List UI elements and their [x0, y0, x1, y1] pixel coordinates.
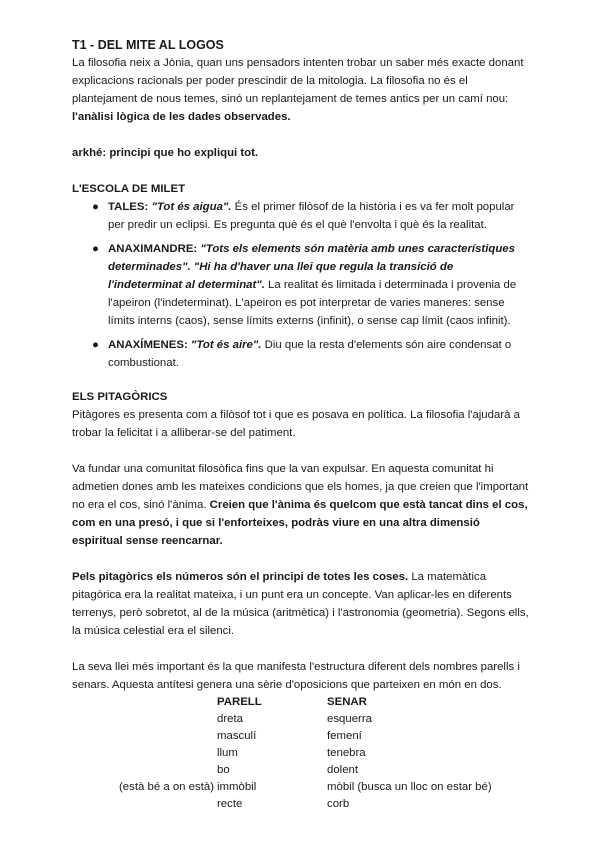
table-cell: femení — [327, 730, 362, 742]
philosopher-quote: "Tots els elements són matèria amb unes característiques determinades". "Hi ha d'haver una llei que regula la transició de l'indeterminat al determinat". — [108, 243, 515, 291]
philosopher-name: ANAXÍMENES: — [108, 339, 188, 351]
pitagorics-heading: ELS PITAGÒRICS — [72, 391, 168, 403]
pitagorics-paragraph-3: Pels pitagòrics els números són el principi de totes les coses. La matemàtica pitagòrica era la realitat mateixa, i un punt era un concepte. Van aplicar-les en diferents terrenys, però sobretot, al de la música (aritmètica) i l'astronomia (geometria). Segons ells, la música celestial era el silenci. — [72, 571, 529, 637]
table-cell: recte — [217, 798, 243, 810]
philosopher-name: TALES: — [108, 201, 149, 213]
table-row — [72, 762, 530, 779]
table-cell: tenebra — [327, 747, 366, 759]
philosopher-description: És el primer filòsof de la història i es va fer molt popular per predir un eclipsi. Es pregunta què és el què l'envolta i què és la realitat. — [108, 201, 515, 231]
milet-heading: L'ESCOLA DE MILET — [72, 183, 186, 195]
philosopher-name: ANAXIMANDRE: — [108, 243, 198, 255]
table-row — [72, 745, 530, 762]
intro-paragraph: La filosofia neix a Jònia, quan uns pensadors intenten trobar un saber més exacte donant explicacions racionals per poder prescindir de la mitologia. La filosofia no és el plantejament de nous temes, sinó un replantejament de temes antics per un camí nou: l'anàlisi lògica de les dades observades. — [72, 57, 524, 123]
milet-list-item — [92, 240, 530, 330]
philosopher-quote: "Tot és aigua". — [151, 201, 232, 213]
table-cell: dolent — [327, 764, 359, 776]
table-cell: masculí — [217, 730, 257, 742]
pitagorics-paragraph-2: Va fundar una comunitat filosòfica fins que la van expulsar. En aquesta comunitat hi admetien dones amb les mateixes condicions que els homes, ja que creien que l'important no era el cos, sinó l'ànima. Creien que l'ànima és quelcom que està tancat dins el cos, com en una presó, i que si l'enforteixes, podràs viure en una altra dimensió espiritual sense reencarnar. — [72, 463, 529, 547]
bullet-icon: ● — [92, 339, 99, 351]
bullet-icon: ● — [92, 201, 99, 213]
table-row — [72, 711, 530, 728]
header-parell: PARELL — [217, 696, 262, 708]
pitagorics-paragraph-4: La seva llei més important és la que manifesta l'estructura diferent dels nombres parells i senars. Aquesta antítesi genera una sèrie d'oposicions que parteixen en món en dos. — [72, 661, 520, 691]
table-cell: bo — [217, 764, 230, 776]
page-title: T1 - DEL MITE AL LOGOS — [72, 38, 224, 52]
table-row — [72, 796, 530, 813]
philosopher-description: La realitat és limitada i determinada i provenia de l'apeiron (l'indeterminat). L'apeiron es pot interpretar de varies maneres: sense límits interns (caos), sense límits externs (infinit), o sense cap límit (caos infinit). — [108, 279, 517, 327]
table-cell — [72, 728, 217, 745]
arkhe-definition: arkhé: principi que ho expliqui tot. — [72, 147, 259, 159]
table-cell: immòbil — [217, 781, 257, 793]
milet-list-item — [92, 336, 530, 372]
table-cell: dreta — [217, 713, 243, 725]
philosopher-description: Diu que la resta d'elements són aire condensat o combustionat. — [108, 339, 512, 369]
table-cell: llum — [217, 747, 238, 759]
bullet-icon: ● — [92, 243, 99, 255]
philosopher-quote: "Tot és aire". — [190, 339, 262, 351]
table-cell: corb — [327, 798, 350, 810]
header-senar: SENAR — [327, 696, 367, 708]
table-cell — [72, 796, 217, 813]
table-row — [72, 728, 530, 745]
table-cell: esquerra — [327, 713, 372, 725]
table-cell — [72, 711, 217, 728]
table-cell: mòbil (busca un lloc on estar bé) — [327, 781, 492, 793]
pitagorics-paragraph-1: Pitàgores es presenta com a filòsof tot i que es posava en política. La filosofia l'ajudarà a trobar la felicitat i a alliberar-se del patiment. — [72, 409, 520, 439]
milet-list-item — [92, 198, 530, 234]
table-row — [72, 779, 530, 796]
milet-list — [72, 198, 530, 372]
opposites-table — [72, 694, 530, 813]
table-cell: (està bé a on està) — [119, 781, 214, 793]
table-header-row — [72, 694, 530, 711]
table-cell — [72, 762, 217, 779]
table-cell — [72, 745, 217, 762]
